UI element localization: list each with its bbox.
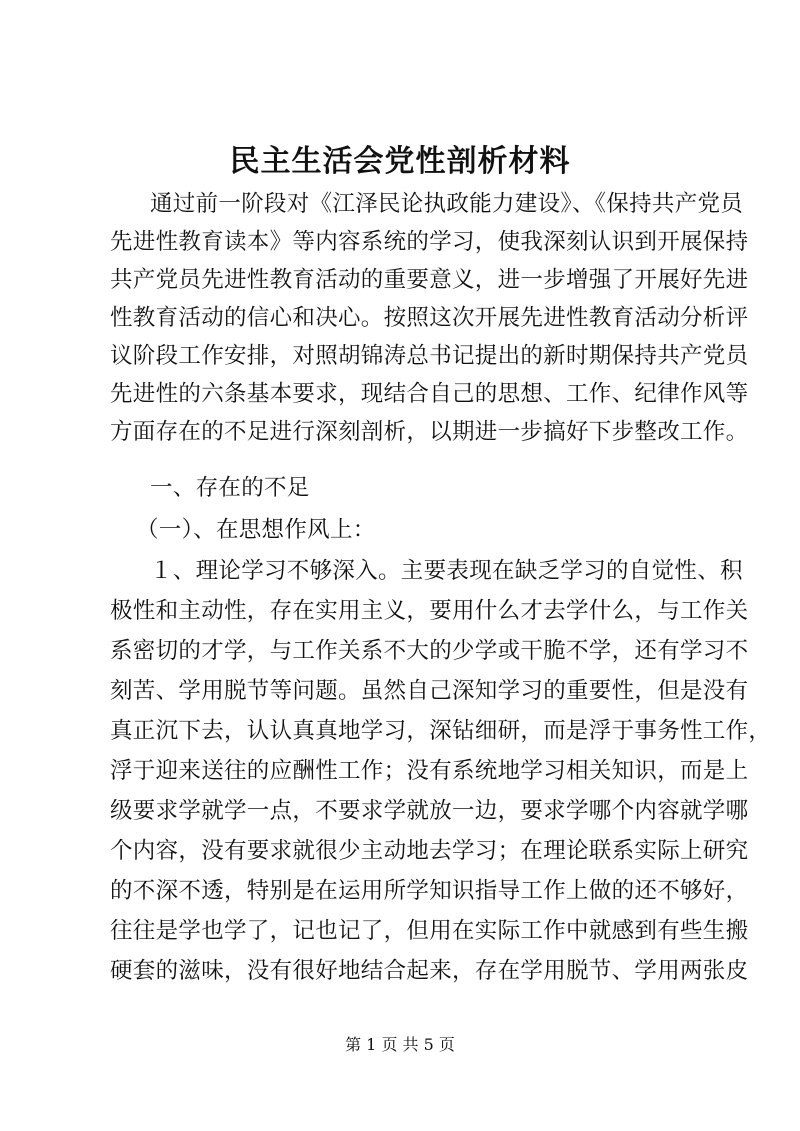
paragraph-line: 系密切的才学，与工作关系不大的少学或干脆不学，还有学习不	[110, 638, 749, 664]
paragraph-line: 议阶段工作安排，对照胡锦涛总书记提出的新时期保持共产党员	[110, 343, 749, 369]
paragraph-line: 共产党员先进性教育活动的重要意义，进一步增强了开展好先进	[110, 267, 749, 293]
paragraph-line: 往往是学也学了，记也记了，但用在实际工作中就感到有些生搬	[110, 918, 749, 944]
paragraph-line: 性教育活动的信心和决心。按照这次开展先进性教育活动分析评	[110, 305, 749, 331]
paragraph-line: 刻苦、学用脱节等问题。虽然自己深知学习的重要性，但是没有	[110, 678, 749, 704]
paragraph-line: 先进性的六条基本要求，现结合自己的思想、工作、纪律作风等	[110, 381, 749, 407]
paragraph-line: 极性和主动性，存在实用主义，要用什么才去学什么，与工作关	[110, 598, 749, 624]
paragraph-line: 的不深不透，特别是在运用所学知识指导工作上做的还不够好，	[110, 878, 749, 904]
paragraph-line: 通过前一阶段对《江泽民论执政能力建设》、《保持共产党员	[150, 191, 744, 217]
paragraph-line: 级要求学就学一点，不要求学就放一边，要求学哪个内容就学哪	[110, 798, 749, 824]
paragraph-line: １、理论学习不够深入。主要表现在缺乏学习的自觉性、积	[150, 558, 743, 584]
section-heading: 一、存在的不足	[150, 475, 310, 501]
page-number: 第 1 页 共 5 页	[345, 1035, 455, 1054]
paragraph-line: 方面存在的不足进行深刻剖析，以期进一步搞好下步整改工作。	[110, 419, 749, 445]
subsection-heading: （一）、在思想作风上：	[136, 517, 376, 543]
paragraph-line: 真正沉下去，认认真真地学习，深钻细研，而是浮于事务性工作，	[110, 718, 772, 744]
paragraph-line: 个内容，没有要求就很少主动地去学习；在理论联系实际上研究	[110, 838, 749, 864]
paragraph-line: 先进性教育读本》等内容系统的学习，使我深刻认识到开展保持	[110, 229, 749, 255]
paragraph-line: 硬套的滋味，没有很好地结合起来，存在学用脱节、学用两张皮	[110, 958, 749, 984]
paragraph-line: 浮于迎来送往的应酬性工作；没有系统地学习相关知识，而是上	[110, 758, 749, 784]
document-title: 民主生活会党性剖析材料	[229, 144, 571, 179]
